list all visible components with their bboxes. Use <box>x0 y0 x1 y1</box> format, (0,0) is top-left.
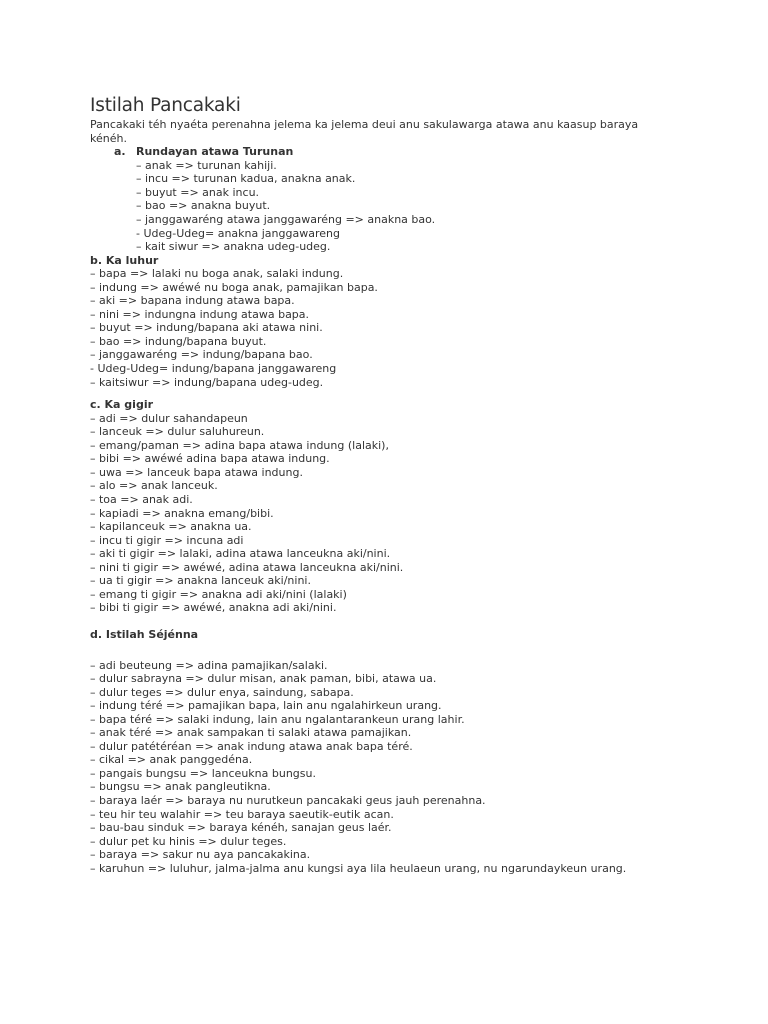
section-a-marker: a. <box>114 145 126 159</box>
list-item: – dulur pet ku hinis => dulur teges. <box>90 834 287 848</box>
list-item: – anak => turunan kahiji. <box>136 158 277 172</box>
list-item: – indung téré => pamajikan bapa, lain anu ngalahirkeun urang. <box>90 699 442 713</box>
list-item: – kait siwur => anakna udeg-udeg. <box>136 240 331 254</box>
list-item: – adi => dulur sahandapeun <box>90 411 248 425</box>
list-item: – nini => indungna indung atawa bapa. <box>90 307 310 321</box>
list-item: – ua ti gigir => anakna lanceuk aki/nini. <box>90 574 311 588</box>
list-item: – cikal => anak panggedéna. <box>90 753 253 767</box>
list-item: - Udeg-Udeg= anakna janggawareng <box>136 226 340 240</box>
list-item: – bao => indung/bapana buyut. <box>90 334 267 348</box>
list-item: – bibi ti gigir => awéwé, anakna adi aki/nini. <box>90 601 337 615</box>
list-item: – lanceuk => dulur saluhureun. <box>90 425 265 439</box>
section-a-heading <box>90 145 690 159</box>
section-b-list <box>90 267 690 389</box>
list-item: – buyut => indung/bapana aki atawa nini. <box>90 321 323 335</box>
list-item: - Udeg-Udeg= indung/bapana janggawareng <box>90 362 337 376</box>
section-d-heading: d. Istilah Séjénna <box>90 627 199 641</box>
section-c-list <box>90 412 690 615</box>
section-a-title: Rundayan atawa Turunan <box>136 145 294 159</box>
list-item: – alo => anak lanceuk. <box>90 479 218 493</box>
list-item: – dulur patétéréan => anak indung atawa anak bapa téré. <box>90 739 413 753</box>
list-item: – kapilanceuk => anakna ua. <box>90 520 252 534</box>
list-item: – indung => awéwé nu boga anak, pamajikan bapa. <box>90 280 378 294</box>
list-item: – bapa téré => salaki indung, lain anu ngalantarankeun urang lahir. <box>90 712 465 726</box>
document-title: Istilah Pancakaki <box>90 95 241 116</box>
list-item: – bapa => lalaki nu boga anak, salaki indung. <box>90 267 344 281</box>
list-item: – incu => turunan kadua, anakna anak. <box>136 172 356 186</box>
list-item: – buyut => anak incu. <box>136 185 260 199</box>
section-b-heading: b. Ka luhur <box>90 253 159 267</box>
list-item: – kaitsiwur => indung/bapana udeg-udeg. <box>90 375 324 389</box>
list-item: – bibi => awéwé adina bapa atawa indung. <box>90 452 330 466</box>
list-item: – aki => bapana indung atawa bapa. <box>90 294 295 308</box>
document-page <box>90 94 690 875</box>
list-item: – bau-bau sinduk => baraya kénéh, sanajan geus laér. <box>90 821 392 835</box>
intro-paragraph: Pancakaki téh nyaéta perenahna jelema ka jelema deui anu sakulawarga atawa anu kaasup baraya kénéh. <box>90 118 639 145</box>
list-item: – adi beuteung => adina pamajikan/salaki. <box>90 658 328 672</box>
list-item: – baraya => sakur nu aya pancakakina. <box>90 848 311 862</box>
list-item: – baraya laér => baraya nu nurutkeun pancakaki geus jauh perenahna. <box>90 793 486 807</box>
section-d-list <box>90 659 690 876</box>
list-item: – emang ti gigir => anakna adi aki/nini (lalaki) <box>90 587 347 601</box>
list-item: – emang/paman => adina bapa atawa indung (lalaki), <box>90 438 389 452</box>
list-item: – janggawaréng atawa janggawaréng => anakna bao. <box>136 212 436 226</box>
list-item: – bao => anakna buyut. <box>136 199 271 213</box>
list-item: – karuhun => luluhur, jalma-jalma anu kungsi aya lila heulaeun urang, nu ngarundaykeun urang. <box>90 861 627 875</box>
list-item: – bungsu => anak pangleutikna. <box>90 780 271 794</box>
section-a-list <box>90 159 690 254</box>
list-item: – anak téré => anak sampakan ti salaki atawa pamajikan. <box>90 726 412 740</box>
list-item: – aki ti gigir => lalaki, adina atawa lanceukna aki/nini. <box>90 547 391 561</box>
list-item: – dulur sabrayna => dulur misan, anak paman, bibi, atawa ua. <box>90 672 437 686</box>
list-item: – pangais bungsu => lanceukna bungsu. <box>90 766 316 780</box>
list-item: – incu ti gigir => incuna adi <box>90 533 244 547</box>
list-item: – uwa => lanceuk bapa atawa indung. <box>90 465 303 479</box>
list-item: – nini ti gigir => awéwé, adina atawa lanceukna aki/nini. <box>90 560 404 574</box>
list-item: – kapiadi => anakna emang/bibi. <box>90 506 274 520</box>
section-c-heading: c. Ka gigir <box>90 398 154 412</box>
list-item: – janggawaréng => indung/bapana bao. <box>90 348 313 362</box>
list-item: – dulur teges => dulur enya, saindung, sabapa. <box>90 685 354 699</box>
list-item: – teu hir teu walahir => teu baraya saeutik-eutik acan. <box>90 807 394 821</box>
list-item: – toa => anak adi. <box>90 493 193 506</box>
